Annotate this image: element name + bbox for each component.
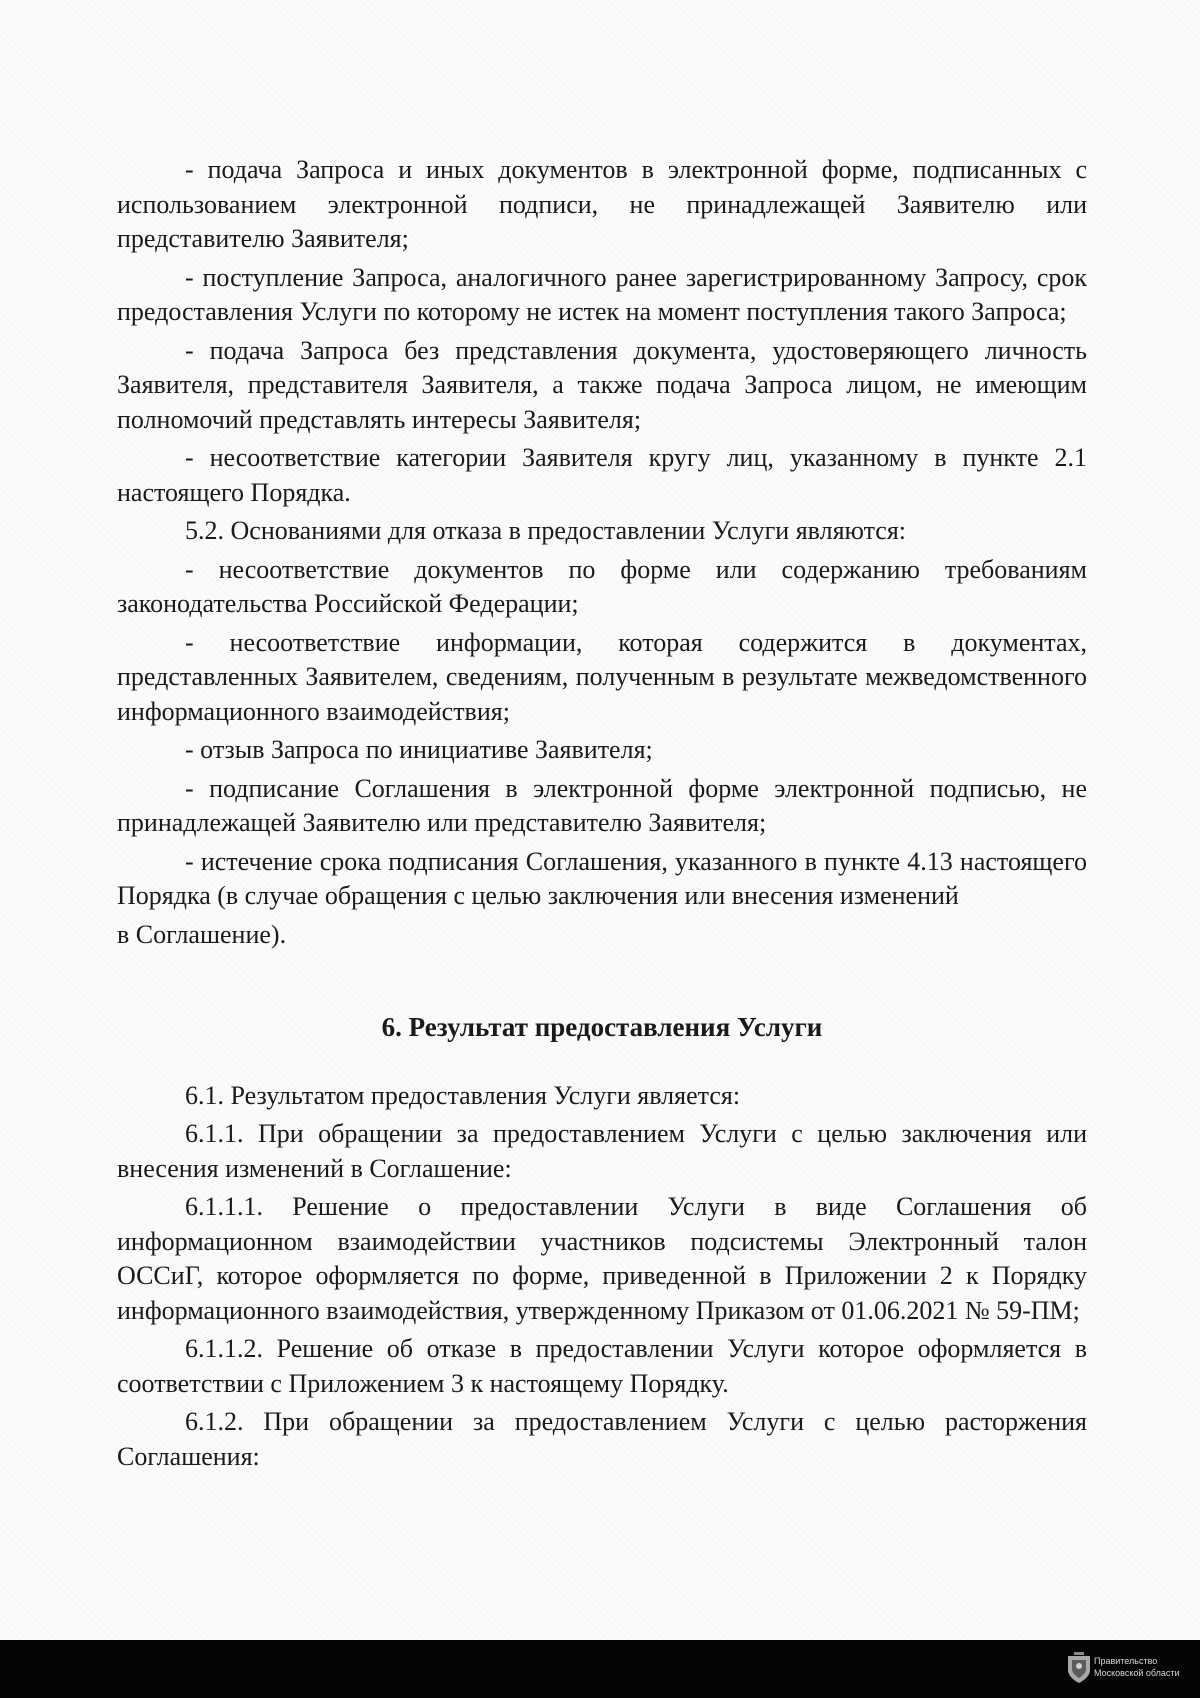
paragraph-6-1-1-1: 6.1.1.1. Решение о предоставлении Услуги в виде Соглашения об информационном взаимодействии участников подсистемы Электронный талон ОССиГ, которое оформляется по форме, приведенной в Приложении 2 к Порядку информационного взаимодействия, утвержденному Приказом от 01.06.2021 № 59-ПМ;: [117, 1192, 1087, 1325]
paragraph-signing-deadline-end: в Соглашение).: [117, 919, 287, 949]
paragraph-request-withdrawal: - отзыв Запроса по инициативе Заявителя;: [185, 735, 653, 764]
paragraph-no-identity-document: - подача Запроса без представления документа, удостоверяющего личность Заявителя, представителя Заявителя, а также подача Запроса лицом, не имеющим полномочий представлять интересы Заявителя;: [117, 335, 1087, 434]
paragraph-5-2-refusal-grounds: 5.2. Основаниями для отказа в предоставлении Услуги являются:: [185, 516, 907, 545]
paragraph-6-1: 6.1. Результатом предоставления Услуги является:: [185, 1080, 741, 1110]
document-body: [117, 153, 1087, 1474]
section-heading: 6. Результат предоставления Услуги: [381, 1012, 823, 1042]
footer-line-2: Московской области: [1094, 1668, 1180, 1678]
paragraph-6-1-2: 6.1.2. При обращении за предоставлением Услуги с целью расторжения Соглашения:: [117, 1407, 1087, 1471]
footer-organization: [1094, 1655, 1182, 1679]
paragraph-duplicate-request: - поступление Запроса, аналогичного ранее зарегистрированному Запросу, срок предоставления Услуги по которому не истек на момент поступления такого Запроса;: [117, 262, 1087, 326]
coat-of-arms-icon: [1064, 1652, 1094, 1686]
paragraph-signing-deadline: - истечение срока подписания Соглашения, указанного в пункте 4.13 настоящего Порядка (в случае обращения с целью заключения или внесения изменений: [117, 846, 1087, 910]
footer-bar: [0, 1640, 1200, 1698]
paragraph-electronic-signature: - подача Запроса и иных документов в электронной форме, подписанных с использованием электронной подписи, не принадлежащей Заявителю или представителю Заявителя;: [117, 155, 1087, 253]
paragraph-6-1-1-2: 6.1.1.2. Решение об отказе в предоставлении Услуги которое оформляется в соответствии с Приложением 3 к настоящему Порядку.: [117, 1334, 1087, 1398]
paragraph-6-1-1: 6.1.1. При обращении за предоставлением Услуги с целью заключения или внесения изменений в Соглашение:: [117, 1119, 1087, 1183]
paragraph-category-mismatch: - несоответствие категории Заявителя кругу лиц, указанному в пункте 2.1 настоящего Порядка.: [117, 443, 1087, 507]
paragraph-information-mismatch: - несоответствие информации, которая содержится в документах, представленных Заявителем, сведениям, полученным в результате межведомственного информационного взаимодействия;: [117, 627, 1087, 726]
paragraph-foreign-signature: - подписание Соглашения в электронной форме электронной подписью, не принадлежащей Заявителю или представителю Заявителя;: [117, 773, 1087, 837]
footer-line-1: Правительство: [1094, 1656, 1158, 1666]
paragraph-documents-mismatch: - несоответствие документов по форме или содержанию требованиям законодательства Российской Федерации;: [117, 554, 1087, 618]
